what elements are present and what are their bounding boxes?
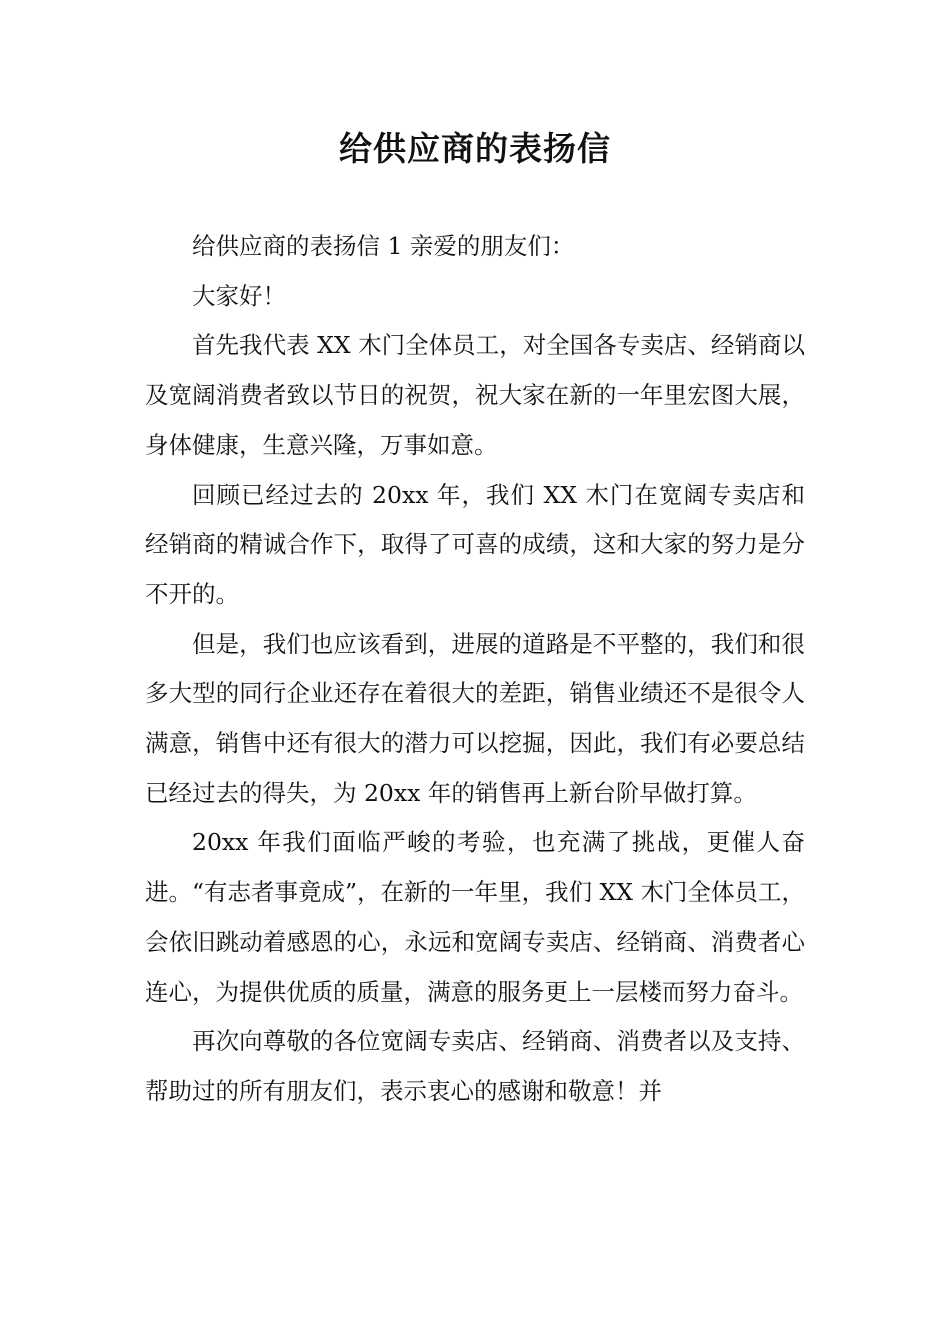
document-body — [145, 222, 805, 1117]
document-title: 给供应商的表扬信 — [339, 129, 611, 168]
paragraph-thanks: 再次向尊敬的各位宽阔专卖店、经销商、消费者以及支持、帮助过的所有朋友们，表示衷心的感谢和敬意！并 — [145, 1027, 805, 1105]
paragraph-holiday-wishes: 首先我代表 XX 木门全体员工，对全国各专卖店、经销商以及宽阔消费者致以节日的祝贺，祝大家在新的一年里宏图大展，身体健康，生意兴隆，万事如意。 — [145, 331, 805, 459]
paragraph-greeting-line: 给供应商的表扬信 1 亲爱的朋友们： — [192, 232, 575, 260]
paragraph-gaps: 但是，我们也应该看到，进展的道路是不平整的，我们和很多大型的同行企业还存在着很大的差距，销售业绩还不是很令人满意，销售中还有很大的潜力可以挖掘，因此，我们有必要总结已经过去的得失，为 20xx 年的销售再上新台阶早做打算。 — [145, 629, 805, 807]
paragraph-review: 回顾已经过去的 20xx 年，我们 XX 木门在宽阔专卖店和经销商的精诚合作下，取得了可喜的成绩，这和大家的努力是分不开的。 — [145, 480, 805, 608]
paragraph-hello: 大家好！ — [192, 281, 286, 310]
paragraph-challenges: 20xx 年我们面临严峻的考验，也充满了挑战，更催人奋进。“有志者事竟成”，在新的一年里，我们 XX 木门全体员工，会依旧跳动着感恩的心，永远和宽阔专卖店、经销商、消费者心连心，为提供优质的质量，满意的服务更上一层楼而努力奋斗。 — [145, 828, 805, 1006]
